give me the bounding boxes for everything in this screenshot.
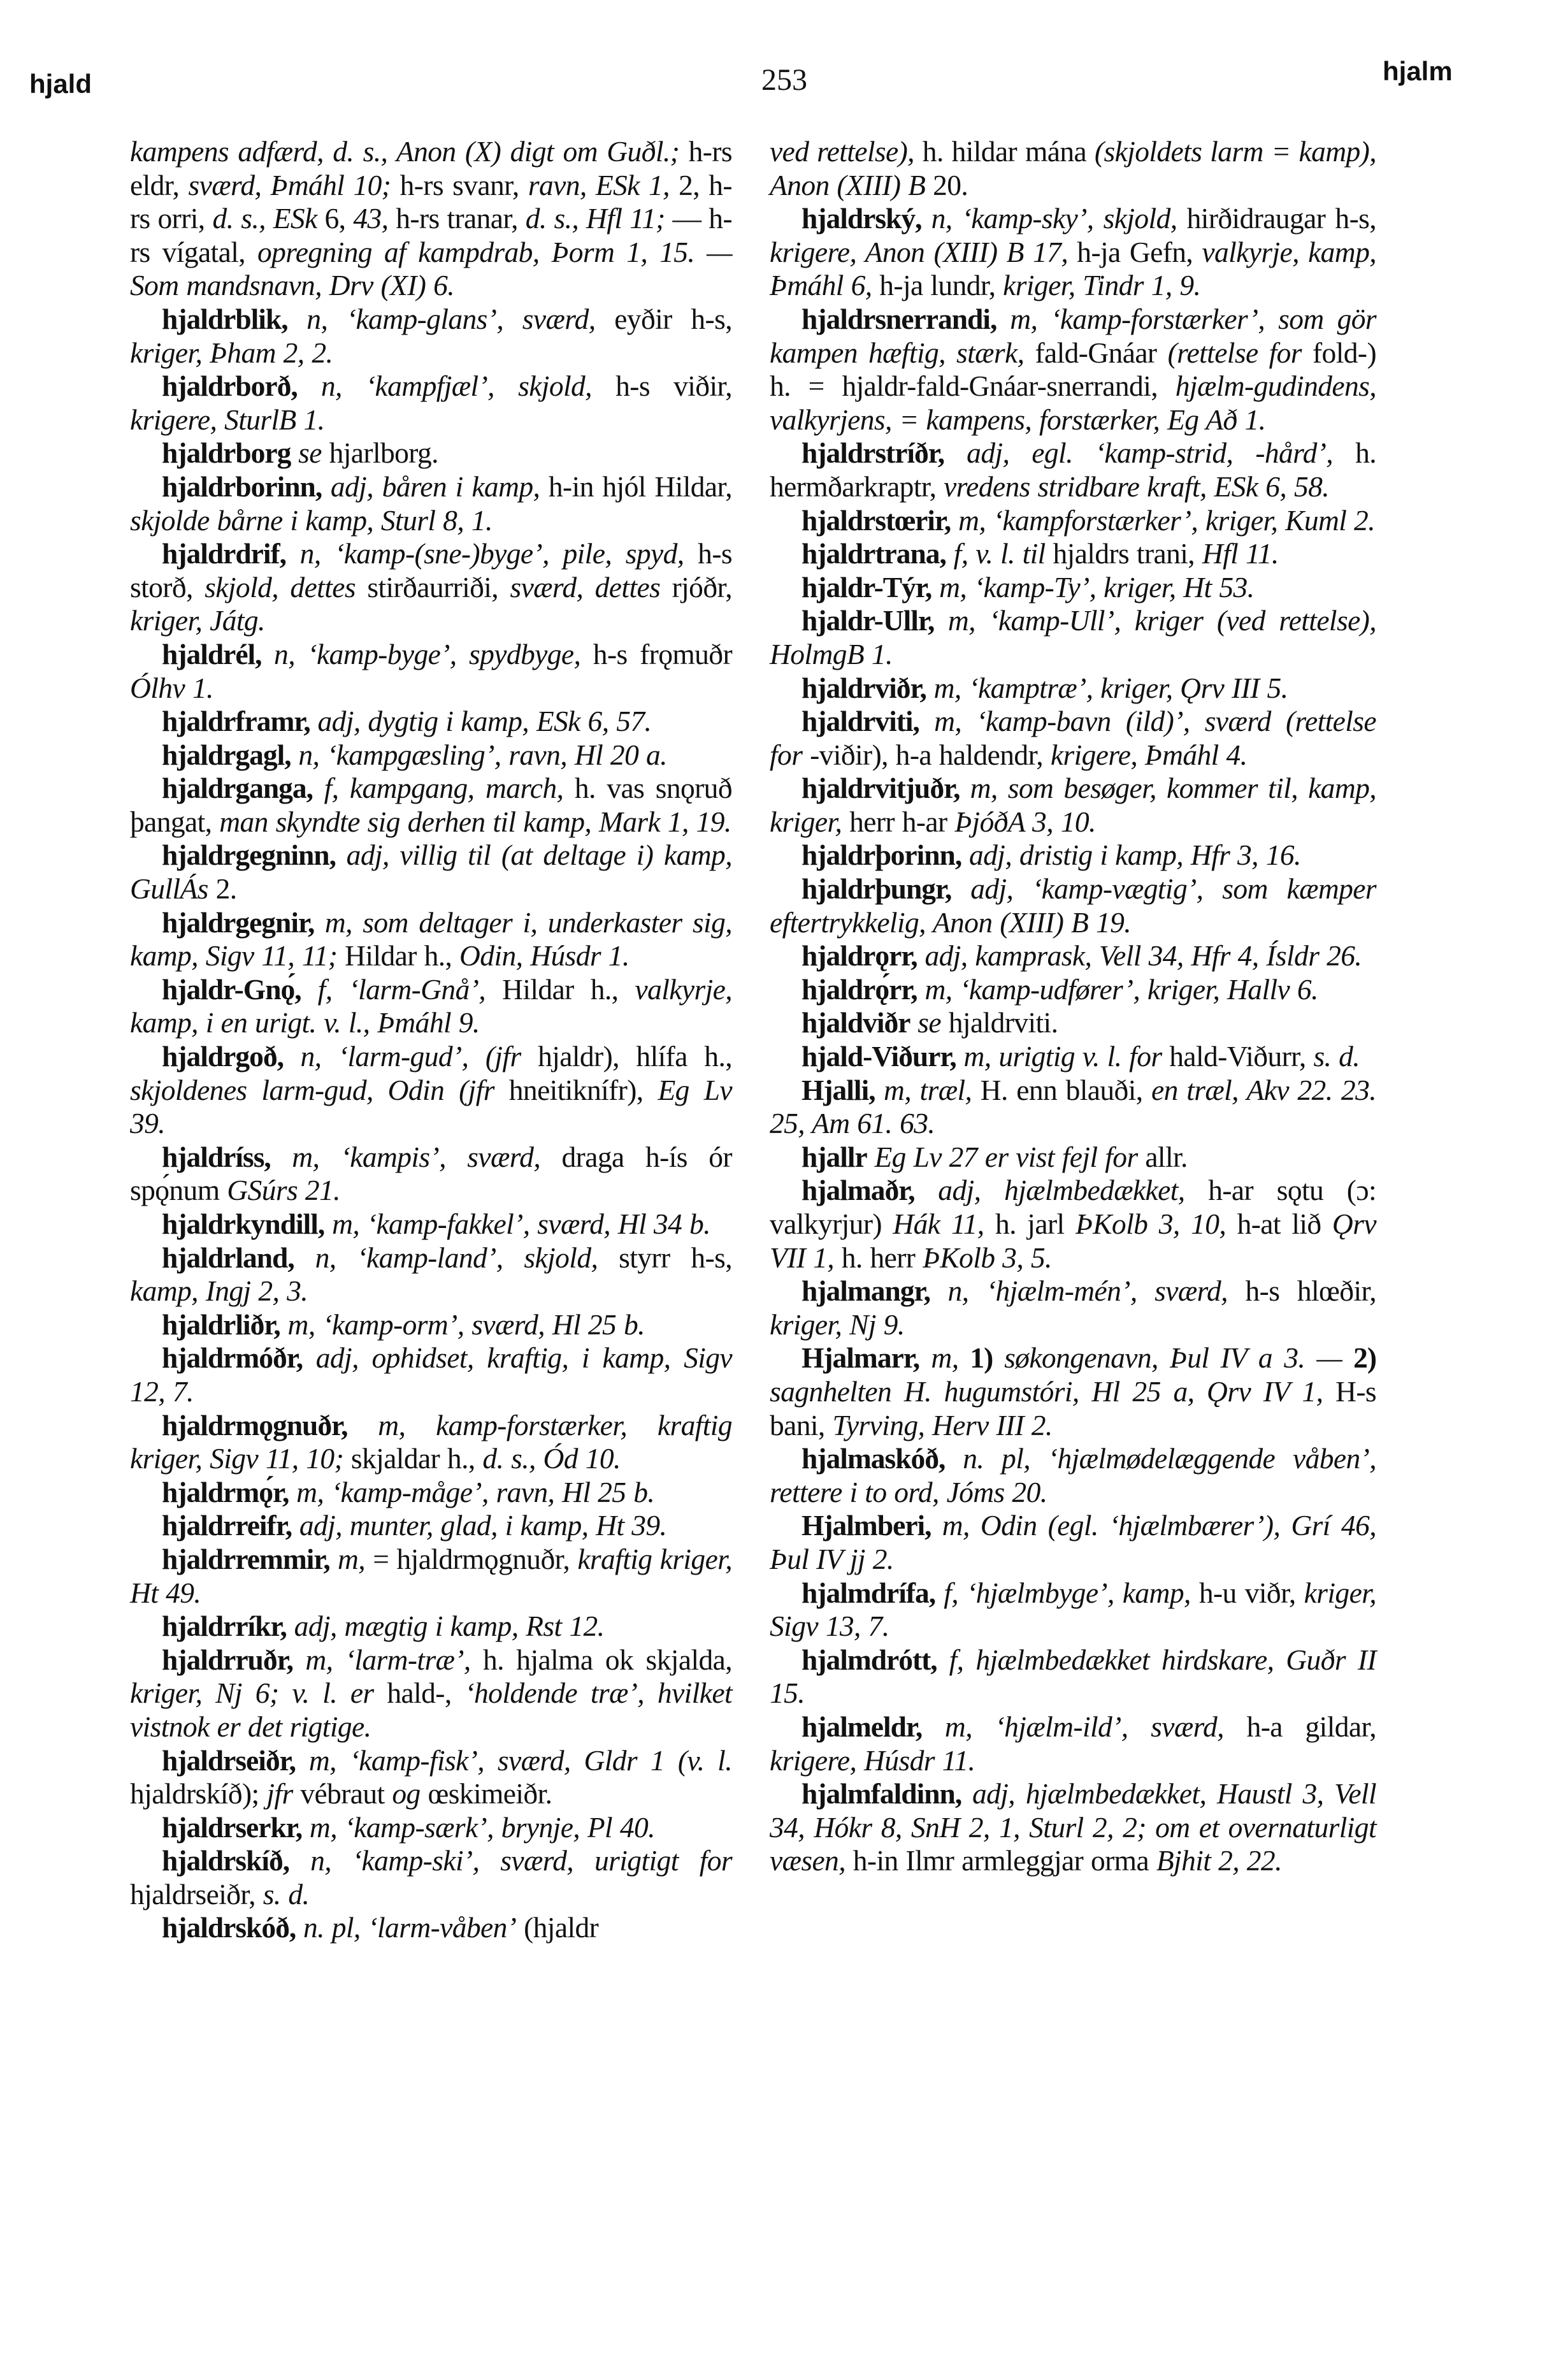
italic-text: krigere, Anon (XIII) B 17, xyxy=(770,235,1068,268)
dictionary-entry xyxy=(130,1341,732,1408)
italic-text: adj, egl. ‘kamp-strid, -hård’, xyxy=(944,437,1334,470)
roman-text: h. hildar mána xyxy=(914,135,1095,168)
dictionary-entry xyxy=(770,1777,1376,1878)
headword: hjaldrvitjuðr, xyxy=(802,772,960,805)
left-column xyxy=(130,135,732,1945)
dictionary-entry xyxy=(770,1040,1376,1074)
roman-text: h-a gildar, xyxy=(1223,1710,1376,1743)
headword: hjaldrserkr, xyxy=(162,1810,303,1844)
headword: hjaldr-Ullr, xyxy=(802,604,935,637)
italic-text: m, ‘kamptræ’, kriger, Ǫrv III 5. xyxy=(926,671,1288,704)
italic-text: opregning af kampdrab, Þorm 1, 15. — Som mandsnavn, Drv (XI) 6. xyxy=(130,235,732,302)
roman-text: Hildar h., xyxy=(486,972,635,1006)
italic-text: m, ‘kamp-måge’, ravn, Hl 25 b. xyxy=(289,1475,655,1508)
italic-text: m, kamp-forstærker, kraftig kriger, Sigv 11, 10; xyxy=(130,1408,732,1475)
roman-text: hjaldr), hlífa h., xyxy=(521,1040,732,1073)
dictionary-entry xyxy=(130,772,732,839)
italic-text: kriger, Þham 2, 2. xyxy=(130,336,333,369)
italic-text: m, ‘kamp-fakkel’, sværd, Hl 34 b. xyxy=(324,1208,710,1240)
page-number: 253 xyxy=(761,63,807,97)
italic-text: d. s., Hfl 11; xyxy=(525,202,665,235)
headword: hjaldrgagl, xyxy=(162,738,291,771)
italic-text: ravn, ESk 1, xyxy=(528,168,670,201)
italic-text: m, som besøger, kommer til, kamp, kriger, xyxy=(770,772,1376,838)
roman-text: H. enn blauði, xyxy=(972,1073,1151,1106)
headword: hjallr xyxy=(802,1140,867,1173)
italic-text: Ólhv 1. xyxy=(130,671,213,704)
italic-text: kriger, Tindr 1, 9. xyxy=(1003,269,1201,302)
italic-text: m, urigtig v. l. for xyxy=(956,1040,1162,1073)
dictionary-entry xyxy=(770,705,1376,772)
dictionary-entry xyxy=(770,939,1376,973)
roman-text: hneitiknífr), xyxy=(494,1073,658,1106)
headword: hjaldrviti, xyxy=(802,705,919,738)
headword: hjalmfaldinn, xyxy=(802,1777,962,1810)
dictionary-entry xyxy=(770,1509,1376,1576)
italic-text: f, kampgang, march, xyxy=(313,772,564,805)
dictionary-entry xyxy=(130,1911,732,1945)
dictionary-entry xyxy=(770,839,1376,872)
italic-text: kriger, Nj 9. xyxy=(770,1308,905,1341)
italic-text: man skyndte sig derhen til kamp, Mark 1, 19. xyxy=(219,805,731,838)
headword: hjaldrstœrir, xyxy=(802,503,951,537)
italic-text: vredens stridbare kraft, ESk 6, 58. xyxy=(944,470,1330,503)
roman-text: 2, h-rs orri, xyxy=(130,168,732,235)
roman-text: h-at lið xyxy=(1226,1208,1333,1240)
italic-text: n, ‘kamp-sky’, skjold, xyxy=(921,202,1177,235)
italic-text: m, ‘kamp-forstærker’, som gör kampen hæftig, stærk, xyxy=(770,302,1376,369)
headword: hjaldrviðr, xyxy=(802,671,926,704)
italic-text: Bjhit 2, 22. xyxy=(1156,1844,1282,1877)
headword: hjaldr-Gnǫ́, xyxy=(162,972,301,1006)
italic-text: kraftig kriger, Ht 49. xyxy=(130,1542,732,1609)
dictionary-entry xyxy=(130,370,732,437)
headword: hjaldrþungr, xyxy=(802,872,952,906)
italic-text: n, ‘kamp-ski’, sværd, urigtigt for xyxy=(289,1844,732,1877)
italic-text: m, ‘kamp-Ty’, kriger, Ht 53. xyxy=(931,570,1255,603)
headword: hjaldrborinn, xyxy=(162,470,322,503)
italic-text: m, ‘kamp-særk’, brynje, Pl 40. xyxy=(302,1810,655,1844)
italic-text: krigere, SturlB 1. xyxy=(130,403,325,436)
dictionary-entry xyxy=(770,202,1376,303)
headword: hjaldrganga, xyxy=(162,772,313,805)
italic-text: Eg Lv 27 er vist fejl for xyxy=(867,1140,1138,1173)
dictionary-entry xyxy=(770,1710,1376,1777)
roman-text: h-ja lundr, xyxy=(872,269,1003,302)
headword: hjaldrsnerrandi, xyxy=(802,302,997,335)
italic-text: n, ‘hjælm-mén’, sværd, xyxy=(930,1274,1228,1308)
entry-continuation xyxy=(770,135,1376,202)
dictionary-entry xyxy=(130,470,732,537)
roman-text: 6, xyxy=(317,202,354,235)
italic-text: s. d. xyxy=(1313,1040,1360,1073)
italic-text: m, Odin (egl. ‘hjælmbærer’), Grí 46, Þul IV jj 2. xyxy=(770,1509,1376,1575)
headword: hjaldrþorinn, xyxy=(802,839,962,872)
italic-text: se xyxy=(910,1006,941,1039)
dictionary-entry xyxy=(130,1241,732,1308)
headword: hjaldrǫ́rr, xyxy=(802,972,917,1006)
headword: hjaldrmǫgnuðr, xyxy=(162,1408,348,1441)
italic-text: adj, båren i kamp, xyxy=(322,470,540,503)
italic-text: Odin, Húsdr 1. xyxy=(459,939,629,972)
roman-text: h-u viðr, xyxy=(1190,1576,1304,1609)
dictionary-entry xyxy=(770,672,1376,705)
headword: Hjalmarr, xyxy=(802,1341,920,1375)
headword: hjaldrliðr, xyxy=(162,1308,280,1341)
dictionary-entry xyxy=(130,1040,732,1141)
dictionary-entry xyxy=(770,1643,1376,1710)
roman-text: hjaldrseiðr, xyxy=(130,1877,263,1910)
dictionary-entry xyxy=(130,705,732,739)
sense-number: 2) xyxy=(1342,1341,1376,1375)
italic-text: f, ‘larm-Gnå’, xyxy=(301,972,486,1006)
italic-text: n, ‘kampgæsling’, ravn, Hl 20 a. xyxy=(291,738,667,771)
headword: hjaldrgegninn, xyxy=(162,839,336,872)
italic-text: kampens adfærd, d. s., Anon (X) digt om Guðl.; xyxy=(130,135,680,168)
italic-text: Hfl 11. xyxy=(1202,537,1279,570)
roman-text: hjarlborg. xyxy=(321,437,438,470)
headword: hjaldrseiðr, xyxy=(162,1744,296,1777)
italic-text: valkyrje, kamp, i en urigt. v. l., Þmáhl 9. xyxy=(130,972,732,1039)
roman-text: h-s storð, xyxy=(130,537,732,603)
headword: hjaldrríkr, xyxy=(162,1610,287,1643)
italic-text: m, ‘kamp-bavn (ild)’, sværd (rettelse for xyxy=(770,705,1376,771)
italic-text: Eg Lv 39. xyxy=(130,1073,733,1140)
roman-text: hald-, xyxy=(373,1677,465,1710)
italic-text: n. pl, ‘hjælmødelæggende våben’, rettere i to ord, Jóms 20. xyxy=(770,1442,1376,1508)
roman-text: h. hjalma ok skjalda, xyxy=(470,1643,733,1676)
roman-text: hjaldrs trani, xyxy=(1045,537,1202,570)
dictionary-entry xyxy=(130,906,732,973)
italic-text: Ǫrv VII 1, xyxy=(770,1208,1376,1274)
roman-text: h. herr xyxy=(834,1241,923,1274)
headword: hjaldrtrana, xyxy=(802,537,946,570)
roman-text: — h-rs vígatal, xyxy=(130,202,733,268)
italic-text: n. pl, ‘larm-våben’ xyxy=(296,1911,517,1944)
headword: hjalmdrótt, xyxy=(802,1643,937,1676)
italic-text: n, ‘kampfjæl’, skjold, xyxy=(297,370,592,403)
italic-text: sværd, dettes xyxy=(510,570,661,603)
italic-text: n, ‘kamp-byge’, spydbyge, xyxy=(261,637,581,670)
headword: hjaldrmóðr, xyxy=(162,1341,303,1375)
dictionary-entry xyxy=(770,1442,1376,1509)
roman-text: h-rs eldr, xyxy=(130,135,732,201)
left-guide-word: hjald xyxy=(29,69,92,99)
italic-text: ÞKolb 3, 5. xyxy=(923,1241,1052,1274)
entry-continuation xyxy=(130,135,732,303)
dictionary-entry xyxy=(130,1476,732,1510)
italic-text: m, ‘kamp-fisk’, sværd, Gldr 1 (v. l. xyxy=(296,1744,732,1777)
italic-text: m, ‘kamp-orm’, sværd, Hl 25 b. xyxy=(280,1308,645,1341)
roman-text: stirðaurriði, xyxy=(355,570,510,603)
roman-text: h-s viðir, xyxy=(591,370,732,403)
italic-text: f, hjælmbedækket hirdskare, Guðr II 15. xyxy=(770,1643,1376,1710)
italic-text: adj, ‘kamp-vægtig’, som kæmper eftertrykkelig, Anon (XIII) B 19. xyxy=(770,872,1376,939)
dictionary-entry xyxy=(770,1274,1376,1341)
italic-text: hjælm-gudindens, valkyrjens, = kampens, forstærker, Eg Að 1. xyxy=(770,370,1376,436)
dictionary-entry xyxy=(130,1844,732,1911)
italic-text: m, ‘kamp-udfører’, kriger, Hallv 6. xyxy=(917,972,1318,1006)
headword: hjaldrskíð, xyxy=(162,1844,290,1877)
italic-text: krigere, Þmáhl 4. xyxy=(1050,738,1248,771)
italic-text: ved rettelse), xyxy=(770,135,914,168)
headword: hjaldrruðr, xyxy=(162,1643,293,1676)
dictionary-entry xyxy=(770,1006,1376,1040)
roman-text: h-in hjól Hildar, xyxy=(540,470,732,503)
italic-text: m, ‘kamp-Ull’, kriger (ved rettelse), HolmgB 1. xyxy=(770,604,1376,670)
headword: hjalmeldr, xyxy=(802,1710,923,1743)
dictionary-entry xyxy=(130,1509,732,1543)
dictionary-entry xyxy=(770,1577,1376,1643)
roman-text: herr h-ar xyxy=(842,805,955,838)
roman-text: h. vas snǫruð þangat, xyxy=(130,772,732,838)
dictionary-entry xyxy=(130,1610,732,1643)
roman-text: styrr h-s, xyxy=(598,1241,732,1274)
italic-text: ÞjóðA 3, 10. xyxy=(954,805,1096,838)
headword: hjaldrél, xyxy=(162,637,262,670)
roman-text: fald-Gnáar xyxy=(1024,336,1168,369)
dictionary-entry xyxy=(130,1308,732,1342)
italic-text: sagnhelten H. hugumstóri, Hl 25 a, Ǫrv IV 1, xyxy=(770,1375,1323,1408)
italic-text: Tyrving, Herv III 2. xyxy=(832,1408,1053,1441)
dictionary-entry xyxy=(130,437,732,470)
italic-text: sværd, Þmáhl 10; xyxy=(188,168,391,201)
italic-text: krigere, Húsdr 11. xyxy=(770,1744,975,1777)
roman-text: h-s frǫmuðr xyxy=(580,637,732,670)
headword: hjalmaskóð, xyxy=(802,1442,946,1475)
italic-text: adj, munter, glad, i kamp, Ht 39. xyxy=(292,1509,667,1542)
dictionary-entry xyxy=(770,604,1376,671)
italic-text: n, ‘larm-gud’, (jfr xyxy=(283,1040,521,1073)
dictionary-entry xyxy=(770,973,1376,1007)
dictionary-entry xyxy=(770,303,1376,437)
italic-text: Hák 11, xyxy=(893,1208,984,1240)
dictionary-entry xyxy=(770,1074,1376,1141)
dictionary-entry xyxy=(130,1409,732,1476)
italic-text: ÞKolb 3, 10, xyxy=(1075,1208,1226,1240)
roman-text: -viðir), h-a haldendr, xyxy=(802,738,1051,771)
italic-text: ‘holdende træ’, hvilket vistnok er det rigtige. xyxy=(130,1677,732,1743)
headword: hjaldrblik, xyxy=(162,302,288,335)
italic-text: kriger, Nj 6; v. l. er xyxy=(130,1677,374,1710)
italic-text: adj, villig til (at deltage i) kamp, GullÁs xyxy=(130,839,732,906)
italic-text: adj, dygtig i kamp, ESk 6, 57. xyxy=(310,705,652,738)
roman-text: skjaldar h., xyxy=(343,1442,483,1475)
headword: hjaldrdrif, xyxy=(162,537,287,570)
dictionary-entry xyxy=(130,839,732,906)
roman-text: (hjaldr xyxy=(516,1911,599,1944)
italic-text: og xyxy=(392,1777,421,1810)
italic-text: n, ‘kamp-land’, skjold, xyxy=(294,1241,598,1274)
roman-text: draga h-ís ór spǫ́num xyxy=(130,1140,732,1207)
italic-text: adj, hjælmbedækket, Haustl 3, Vell 34, Hókr 8, SnH 2, 1, Sturl 2, 2; om et overnaturligt væsen, xyxy=(770,1777,1376,1877)
dictionary-entry xyxy=(770,872,1376,939)
headword: hjalmdrífa, xyxy=(802,1576,936,1609)
italic-text: adj, kamprask, Vell 34, Hfr 4, Ísldr 26. xyxy=(917,939,1362,972)
dictionary-entry xyxy=(770,1141,1376,1174)
dictionary-entry xyxy=(130,1543,732,1610)
roman-text: œskimeiðr. xyxy=(420,1777,552,1810)
italic-text: GSúrs 21. xyxy=(227,1174,340,1207)
headword: hjaldrborð, xyxy=(162,370,298,403)
dictionary-entry xyxy=(130,973,732,1040)
roman-text: H-s bani, xyxy=(770,1375,1376,1441)
italic-text: m, ‘kampforstærker’, kriger, Kuml 2. xyxy=(951,503,1375,537)
italic-text: søkongenavn, Þul IV a 3. — xyxy=(1004,1341,1342,1375)
dictionary-entry xyxy=(770,437,1376,503)
italic-text: (skjoldets larm = kamp), Anon (XIII) B xyxy=(770,135,1376,201)
dictionary-entry xyxy=(130,303,732,370)
italic-text: m, xyxy=(919,1341,959,1375)
dictionary-entry xyxy=(130,537,732,638)
italic-text: adj, mægtig i kamp, Rst 12. xyxy=(286,1610,605,1643)
italic-text: en træl, Akv 22. 23. 25, Am 61. 63. xyxy=(770,1073,1377,1140)
headword: hjaldr-Týr, xyxy=(802,570,932,603)
italic-text: m, ‘kampis’, sværd, xyxy=(270,1140,541,1173)
italic-text: adj, hjælmbedækket, xyxy=(914,1174,1185,1207)
italic-text: s. d. xyxy=(263,1877,310,1910)
dictionary-entry xyxy=(130,739,732,772)
dictionary-entry xyxy=(770,1341,1376,1442)
roman-text: vébraut xyxy=(292,1777,392,1810)
right-guide-word: hjalm xyxy=(1383,56,1453,86)
italic-text: n, ‘kamp-(sne-)byge’, pile, spyd, xyxy=(286,537,684,570)
roman-text: h. jarl xyxy=(984,1208,1075,1240)
roman-text: h-rs tranar, xyxy=(388,202,526,235)
italic-text: kriger, Játg. xyxy=(130,604,265,637)
dictionary-entry xyxy=(770,504,1376,538)
headword: hjaldrský, xyxy=(802,202,922,235)
dictionary-entry xyxy=(130,1643,732,1744)
italic-text: valkyrje, kamp, Þmáhl 6, xyxy=(770,235,1376,302)
dictionary-entry xyxy=(130,1141,732,1208)
roman-text: hirðidraugar h-s, xyxy=(1177,202,1377,235)
italic-text: d. s., Ód 10. xyxy=(482,1442,621,1475)
italic-text: m, ‘hjælm-ild’, sværd, xyxy=(922,1710,1224,1743)
italic-text: skjolde bårne i kamp, Sturl 8, 1. xyxy=(130,503,493,537)
headword: hjaldrkyndill, xyxy=(162,1208,325,1240)
italic-text: m, træl, xyxy=(875,1073,972,1106)
roman-text: eyðir h-s, xyxy=(595,302,732,335)
dictionary-entry xyxy=(770,571,1376,605)
dictionary-entry xyxy=(770,1174,1376,1274)
headword: hjaldviðr xyxy=(802,1006,910,1039)
roman-text: 2. xyxy=(208,872,237,906)
italic-text: jfr xyxy=(266,1777,293,1810)
italic-text: kriger, Sigv 13, 7. xyxy=(770,1576,1376,1643)
italic-text: adj, ophidset, kraftig, i kamp, Sigv 12, 7. xyxy=(130,1341,732,1408)
roman-text: h-rs svanr, xyxy=(391,168,528,201)
headword: hjaldrǫrr, xyxy=(802,939,917,972)
roman-text: 20. xyxy=(925,168,968,201)
headword: hjaldrstríðr, xyxy=(802,437,945,470)
italic-text: adj, dristig i kamp, Hfr 3, 16. xyxy=(961,839,1301,872)
roman-text: hjaldrskíð); xyxy=(130,1777,267,1810)
headword: hjald-Viðurr, xyxy=(802,1040,956,1073)
dictionary-entry xyxy=(130,1744,732,1811)
italic-text: kamp, Ingj 2, 3. xyxy=(130,1274,308,1308)
headword: hjaldrborg xyxy=(162,437,291,470)
italic-text: n, ‘kamp-glans’, sværd, xyxy=(287,302,596,335)
roman-text: h-ar sǫtu (ɔ: valkyrjur) xyxy=(770,1174,1376,1240)
headword: hjaldrskóð, xyxy=(162,1911,296,1944)
italic-text: m, xyxy=(329,1542,366,1575)
roman-text: Hildar h., xyxy=(337,939,460,972)
italic-text: m, ‘larm-træ’, xyxy=(293,1643,471,1676)
headword: hjaldrgoð, xyxy=(162,1040,284,1073)
italic-text: f, v. l. til xyxy=(946,537,1046,570)
roman-text: h. hermðarkraptr, xyxy=(770,437,1376,503)
headword: hjaldrgegnir, xyxy=(162,906,315,939)
roman-text: rjóðr, xyxy=(660,570,732,603)
dictionary-entry xyxy=(770,772,1376,839)
italic-text: se xyxy=(291,437,322,470)
headword: Hjalli, xyxy=(802,1073,875,1106)
roman-text: = hjaldrmǫgnuðr, xyxy=(365,1542,578,1575)
roman-text: hald-Viðurr, xyxy=(1162,1040,1314,1073)
headword: hjaldrland, xyxy=(162,1241,294,1274)
headword: hjaldrreifr, xyxy=(162,1509,292,1542)
roman-text: h-ja Gefn, xyxy=(1068,235,1202,268)
italic-text: d. s., ESk xyxy=(212,202,317,235)
dictionary-entry xyxy=(770,537,1376,571)
headword: hjaldrmǫ́r, xyxy=(162,1475,289,1508)
headword: hjalmangr, xyxy=(802,1274,930,1308)
italic-text: skjold, dettes xyxy=(205,570,356,603)
headword: Hjalmberi, xyxy=(802,1509,931,1542)
headword: hjaldrframr, xyxy=(162,705,310,738)
italic-text: f, ‘hjælmbyge’, kamp, xyxy=(935,1576,1191,1609)
roman-text: fold-) h. = hjaldr-fald-Gnáar-snerrandi, xyxy=(770,336,1376,403)
italic-text: 43, xyxy=(353,202,389,235)
sense-number: 1) xyxy=(958,1341,1005,1375)
roman-text: allr. xyxy=(1137,1140,1188,1173)
headword: hjaldríss, xyxy=(162,1140,271,1173)
italic-text: m, som deltager i, underkaster sig, kamp, Sigv 11, 11; xyxy=(130,906,732,972)
dictionary-entry xyxy=(130,1811,732,1845)
roman-text: h-s hlœðir, xyxy=(1227,1274,1376,1308)
running-header xyxy=(0,56,1568,101)
headword: hjaldrremmir, xyxy=(162,1542,330,1575)
dictionary-entry xyxy=(130,638,732,705)
roman-text: hjaldrviti. xyxy=(940,1006,1058,1039)
headword: hjalmaðr, xyxy=(802,1174,915,1207)
roman-text: h-in Ilmr armleggjar orma xyxy=(845,1844,1156,1877)
italic-text: (rettelse for xyxy=(1167,336,1302,369)
dictionary-entry xyxy=(130,1208,732,1241)
italic-text: skjoldenes larm-gud, Odin (jfr xyxy=(130,1073,494,1106)
right-column xyxy=(770,135,1376,1878)
